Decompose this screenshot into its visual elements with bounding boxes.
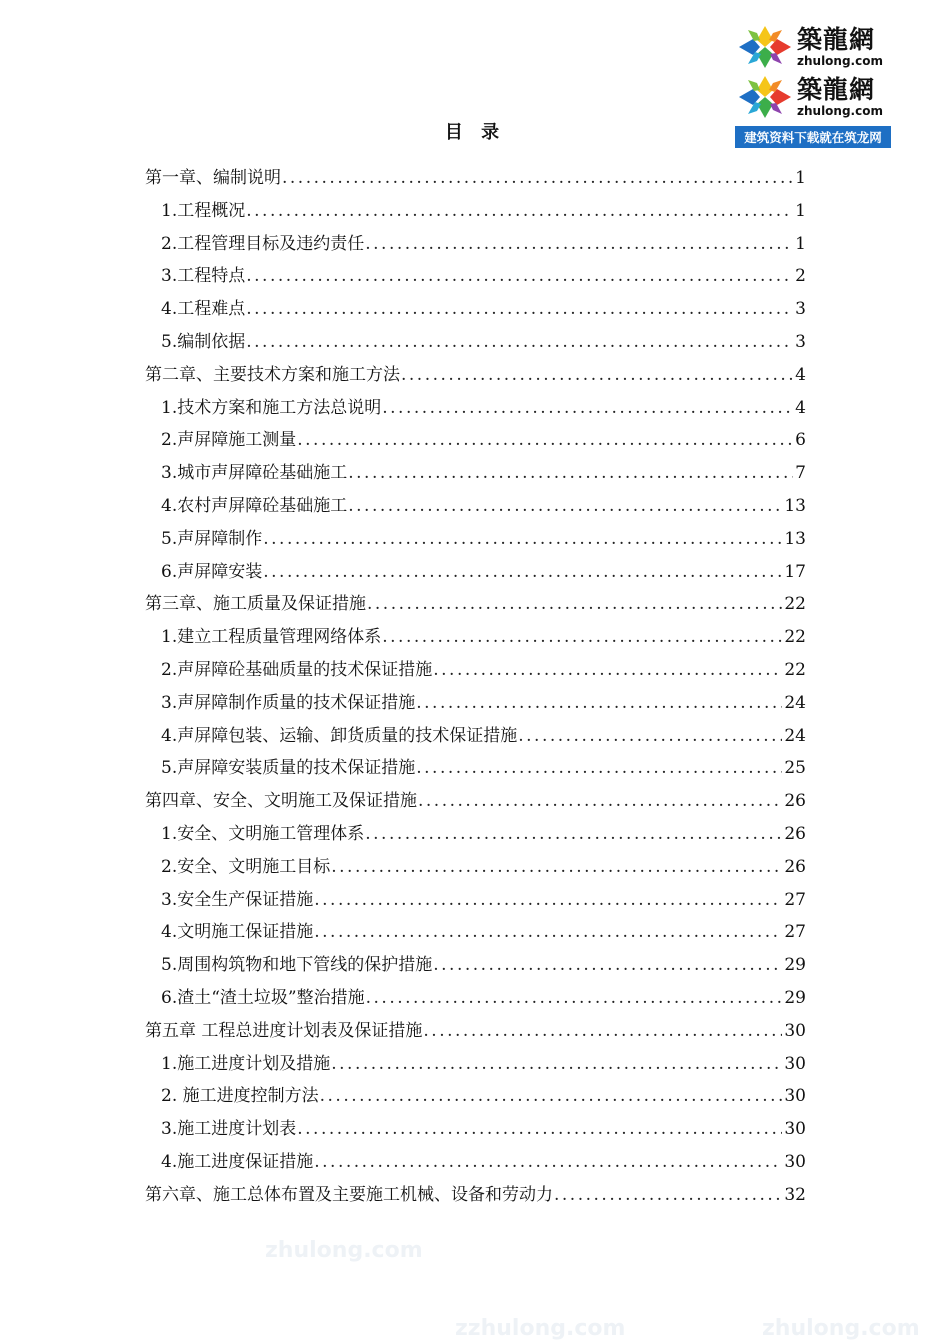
toc-entry[interactable] bbox=[145, 490, 806, 523]
logo-domain: zhulong.com bbox=[797, 104, 883, 118]
toc-entry-page: 32 bbox=[784, 1184, 806, 1205]
toc-entry-page: 30 bbox=[784, 1119, 806, 1140]
dot-leader bbox=[401, 359, 793, 392]
toc-entry-title: 2.安全、文明施工目标 bbox=[161, 856, 331, 877]
dot-leader bbox=[246, 195, 793, 228]
dot-leader bbox=[348, 457, 793, 490]
toc-entry-page: 30 bbox=[784, 1151, 806, 1172]
toc-entry-title: 2. 施工进度控制方法 bbox=[161, 1086, 319, 1107]
toc-entry-page: 13 bbox=[784, 495, 806, 516]
toc-entry-page: 29 bbox=[784, 955, 806, 976]
toc-entry-title: 第四章、安全、文明施工及保证措施 bbox=[145, 791, 417, 812]
toc-entry-page: 22 bbox=[784, 627, 806, 648]
toc-entry-page: 29 bbox=[784, 987, 806, 1008]
toc-entry-title: 第六章、施工总体布置及主要施工机械、设备和劳动力 bbox=[145, 1184, 553, 1205]
toc-entry-title: 6.声屏障安装 bbox=[161, 561, 263, 582]
toc-entry[interactable] bbox=[145, 1080, 806, 1113]
toc-entry-page: 25 bbox=[784, 758, 806, 779]
logo-name: 築龍網 bbox=[797, 75, 876, 104]
toc-entry[interactable] bbox=[145, 982, 806, 1015]
logo-row bbox=[735, 72, 891, 122]
toc-entry-title: 1.建立工程质量管理网络体系 bbox=[161, 627, 382, 648]
toc-entry-title: 1.技术方案和施工方法总说明 bbox=[161, 397, 382, 418]
toc-entry-page: 1 bbox=[795, 168, 806, 188]
watermark: zhulong.com bbox=[762, 1316, 920, 1341]
dot-leader bbox=[331, 851, 782, 884]
dot-leader bbox=[246, 326, 793, 359]
logo-slogan: 建筑资料下载就在筑龙网 bbox=[735, 126, 891, 148]
toc-entry-title: 1.工程概况 bbox=[161, 200, 246, 221]
toc-entry-title: 3.城市声屏障砼基础施工 bbox=[161, 463, 348, 484]
toc-entry[interactable] bbox=[145, 884, 806, 917]
dot-leader bbox=[554, 1179, 782, 1212]
toc-entry-title: 第五章 工程总进度计划表及保证措施 bbox=[145, 1020, 423, 1041]
toc-entry[interactable] bbox=[145, 949, 806, 982]
dot-leader bbox=[416, 687, 782, 720]
toc-entry-title: 6.渣土“渣土垃圾”整治措施 bbox=[161, 987, 365, 1008]
toc-entry[interactable] bbox=[145, 523, 806, 556]
dot-leader bbox=[518, 720, 782, 753]
toc-entry[interactable] bbox=[145, 687, 806, 720]
dot-leader bbox=[423, 1015, 782, 1048]
toc-entry-page: 22 bbox=[784, 594, 806, 615]
dot-leader bbox=[382, 621, 782, 654]
toc-entry-title: 1.安全、文明施工管理体系 bbox=[161, 823, 365, 844]
dot-leader bbox=[246, 260, 793, 293]
toc-entry-page: 13 bbox=[784, 528, 806, 549]
toc-entry[interactable] bbox=[145, 1113, 806, 1146]
toc-entry-title: 4.工程难点 bbox=[161, 299, 246, 320]
toc-entry[interactable] bbox=[145, 326, 806, 359]
watermark: zhulong.com bbox=[265, 1238, 423, 1263]
logo-domain: zhulong.com bbox=[797, 54, 883, 68]
dot-leader bbox=[366, 982, 783, 1015]
dot-leader bbox=[433, 654, 782, 687]
toc-entry-page: 24 bbox=[784, 692, 806, 713]
toc-entry-title: 3.安全生产保证措施 bbox=[161, 889, 314, 910]
toc-entry-title: 第二章、主要技术方案和施工方法 bbox=[145, 364, 400, 385]
dot-leader bbox=[297, 1113, 782, 1146]
toc-entry-page: 26 bbox=[784, 823, 806, 844]
dot-leader bbox=[365, 228, 793, 261]
dot-leader bbox=[382, 392, 793, 425]
toc-entry-title: 2.工程管理目标及违约责任 bbox=[161, 233, 365, 254]
toc-entry-page: 1 bbox=[795, 233, 806, 254]
pinwheel-logo-icon bbox=[735, 22, 795, 72]
toc-entry[interactable] bbox=[145, 1146, 806, 1179]
toc-entry-page: 26 bbox=[784, 856, 806, 877]
toc-entry[interactable] bbox=[145, 621, 806, 654]
dot-leader bbox=[416, 752, 782, 785]
toc-entry-page: 26 bbox=[784, 791, 806, 812]
dot-leader bbox=[331, 1048, 782, 1081]
toc-entry[interactable] bbox=[145, 752, 806, 785]
toc-entry[interactable] bbox=[145, 424, 806, 457]
toc-entry-title: 5.周围构筑物和地下管线的保护措施 bbox=[161, 955, 433, 976]
toc-entry-page: 4 bbox=[795, 397, 806, 418]
dot-leader bbox=[320, 1080, 783, 1113]
toc-entry-title: 1.施工进度计划及措施 bbox=[161, 1053, 331, 1074]
toc-entry-title: 5.声屏障安装质量的技术保证措施 bbox=[161, 758, 416, 779]
dot-leader bbox=[314, 884, 782, 917]
toc-entry[interactable] bbox=[145, 556, 806, 589]
page-title: 目 录 bbox=[444, 122, 506, 143]
toc-entry-title: 3.工程特点 bbox=[161, 266, 246, 287]
toc-entry-page: 3 bbox=[795, 331, 806, 352]
toc-entry-title: 3.施工进度计划表 bbox=[161, 1119, 297, 1140]
toc-entry[interactable] bbox=[145, 1048, 806, 1081]
toc-entry[interactable] bbox=[145, 293, 806, 326]
toc-entry[interactable] bbox=[145, 588, 806, 621]
toc-entry-title: 3.声屏障制作质量的技术保证措施 bbox=[161, 692, 416, 713]
logo-name: 築龍網 bbox=[797, 25, 876, 54]
toc-entry-page: 3 bbox=[795, 299, 806, 320]
toc-entry-page: 27 bbox=[784, 889, 806, 910]
toc-entry-page: 6 bbox=[795, 430, 806, 451]
toc-entry-page: 22 bbox=[784, 659, 806, 680]
toc-entry-page: 30 bbox=[784, 1053, 806, 1074]
dot-leader bbox=[263, 556, 782, 589]
toc-entry[interactable] bbox=[145, 654, 806, 687]
toc-entry-page: 2 bbox=[795, 266, 806, 287]
table-of-contents bbox=[145, 162, 806, 1212]
logo-row bbox=[735, 22, 891, 72]
toc-entry-title: 4.施工进度保证措施 bbox=[161, 1151, 314, 1172]
toc-entry-title: 第一章、编制说明 bbox=[145, 168, 281, 188]
toc-entry-page: 30 bbox=[784, 1020, 806, 1041]
watermark: zzhulong.com bbox=[455, 1316, 626, 1341]
toc-entry-page: 30 bbox=[784, 1086, 806, 1107]
dot-leader bbox=[418, 785, 782, 818]
toc-entry-page: 24 bbox=[784, 725, 806, 746]
toc-entry-page: 4 bbox=[795, 364, 806, 385]
toc-entry-title: 5.声屏障制作 bbox=[161, 528, 263, 549]
toc-entry-page: 27 bbox=[784, 922, 806, 943]
dot-leader bbox=[365, 818, 782, 851]
dot-leader bbox=[348, 490, 782, 523]
toc-entry[interactable] bbox=[145, 785, 806, 818]
toc-entry-page: 1 bbox=[795, 200, 806, 221]
dot-leader bbox=[314, 916, 782, 949]
dot-leader bbox=[367, 588, 782, 621]
toc-entry-title: 2.声屏障施工测量 bbox=[161, 430, 297, 451]
toc-entry[interactable] bbox=[145, 916, 806, 949]
toc-entry-title: 第三章、施工质量及保证措施 bbox=[145, 594, 366, 615]
toc-entry-title: 4.农村声屏障砼基础施工 bbox=[161, 495, 348, 516]
toc-entry[interactable] bbox=[145, 720, 806, 753]
dot-leader bbox=[314, 1146, 782, 1179]
dot-leader bbox=[297, 424, 793, 457]
toc-entry-title: 2.声屏障砼基础质量的技术保证措施 bbox=[161, 659, 433, 680]
toc-entry[interactable] bbox=[145, 457, 806, 490]
toc-entry-page: 17 bbox=[784, 561, 806, 582]
toc-entry[interactable] bbox=[145, 359, 806, 392]
dot-leader bbox=[263, 523, 782, 556]
dot-leader bbox=[246, 293, 793, 326]
toc-entry[interactable] bbox=[145, 195, 806, 228]
toc-entry[interactable] bbox=[145, 1015, 806, 1048]
toc-entry[interactable] bbox=[145, 851, 806, 884]
toc-entry[interactable] bbox=[145, 260, 806, 293]
toc-entry[interactable] bbox=[145, 228, 806, 261]
toc-entry-title: 4.文明施工保证措施 bbox=[161, 922, 314, 943]
toc-entry-title: 4.声屏障包装、运输、卸货质量的技术保证措施 bbox=[161, 725, 518, 746]
toc-entry-title: 5.编制依据 bbox=[161, 331, 246, 352]
pinwheel-logo-icon bbox=[735, 72, 795, 122]
toc-entry[interactable] bbox=[145, 818, 806, 851]
toc-entry-page: 7 bbox=[795, 463, 806, 484]
toc-entry[interactable] bbox=[145, 162, 806, 195]
toc-entry[interactable] bbox=[145, 1179, 806, 1212]
dot-leader bbox=[433, 949, 782, 982]
toc-entry[interactable] bbox=[145, 392, 806, 425]
dot-leader bbox=[282, 162, 793, 195]
